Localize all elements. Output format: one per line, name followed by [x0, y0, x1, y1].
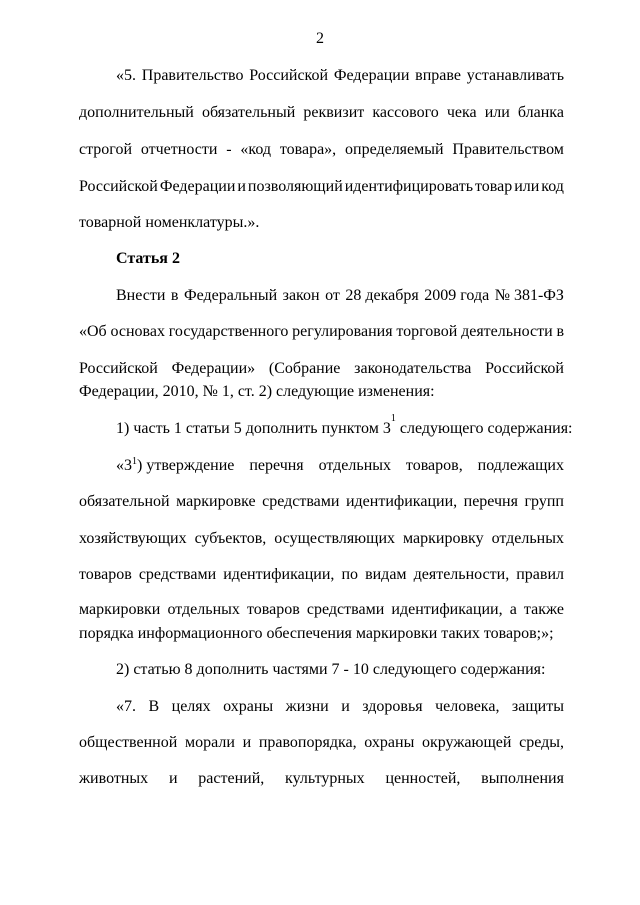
- word: Федеральный: [183, 287, 278, 304]
- text-line: [79, 140, 564, 160]
- article-heading: [116, 249, 564, 269]
- word: правопорядка,: [258, 734, 357, 751]
- word: товарной номенклатуры.».: [79, 214, 260, 231]
- text-line: [79, 492, 564, 512]
- word: Правительство: [141, 67, 244, 84]
- word: регулирования: [292, 323, 393, 340]
- word: ценностей,: [385, 770, 461, 787]
- word: целях: [171, 698, 211, 715]
- word: деятельности: [461, 323, 553, 340]
- word: позволяющий: [247, 178, 343, 195]
- word: человека,: [435, 698, 500, 715]
- word: животных: [79, 770, 149, 787]
- word: от: [325, 287, 340, 304]
- text-line: [79, 733, 564, 753]
- word: Российской: [79, 360, 158, 377]
- word: маркировку: [403, 530, 484, 547]
- text-line: [79, 565, 564, 585]
- word: В: [148, 698, 160, 715]
- word: идентификации,: [345, 493, 458, 510]
- word: правил: [516, 566, 564, 583]
- text-line: [116, 660, 564, 680]
- word: идентификации,: [391, 601, 503, 618]
- word: средствами: [138, 566, 217, 583]
- word: окружающей: [421, 734, 512, 751]
- word: товаров: [247, 601, 300, 618]
- word: морали: [184, 734, 235, 751]
- text-line: [79, 359, 564, 379]
- word: средствами: [306, 601, 385, 618]
- word: торговой: [396, 323, 458, 340]
- word: перечня: [249, 457, 304, 474]
- word: чека: [446, 104, 477, 121]
- word: отчетности: [140, 141, 218, 158]
- word: маркировке: [176, 493, 256, 510]
- text-line: [79, 600, 564, 620]
- word: устанавливать: [466, 67, 564, 84]
- text-line: [116, 456, 564, 476]
- word: по: [341, 566, 359, 583]
- word: «3: [116, 457, 132, 474]
- word: и: [341, 698, 350, 715]
- word: Федерации»: [171, 360, 256, 377]
- word: кассового: [372, 104, 439, 121]
- text-line: [79, 769, 564, 789]
- word: государственного: [168, 323, 289, 340]
- word: реквизит: [303, 104, 365, 121]
- text-line: [79, 103, 564, 123]
- word: определяемый: [345, 141, 444, 158]
- word: деятельности,: [413, 566, 510, 583]
- word: обязательный: [201, 104, 296, 121]
- word: а: [509, 601, 517, 618]
- word: «5.: [116, 67, 136, 84]
- word: осуществляющих: [274, 530, 396, 547]
- word: и: [168, 770, 178, 787]
- text-line: [79, 624, 564, 644]
- word: идентифицировать: [344, 178, 474, 195]
- word: идентификации,: [223, 566, 335, 583]
- word: 1) часть 1 статьи 5 дополнить пунктом 3: [116, 420, 391, 437]
- word: бланка: [517, 104, 564, 121]
- text-line: [116, 286, 564, 306]
- word: здоровья: [362, 698, 423, 715]
- word: отдельных: [167, 601, 240, 618]
- word: Федерации: [333, 67, 410, 84]
- word: или: [484, 104, 510, 121]
- text-line: [79, 382, 564, 402]
- word-group: [116, 456, 234, 476]
- word: Российской: [485, 360, 564, 377]
- word: среды,: [519, 734, 564, 751]
- superscript: 1: [390, 413, 396, 424]
- word: закон: [282, 287, 320, 304]
- word: -: [226, 141, 232, 158]
- word: средствами: [262, 493, 340, 510]
- word: выполнения: [481, 770, 564, 787]
- word: культурных: [285, 770, 365, 787]
- word: Российской: [249, 67, 329, 84]
- word: субъектов,: [194, 530, 267, 547]
- word: охраны: [223, 698, 274, 715]
- word: порядка информационного обеспечения маркировки таких товаров;»;: [79, 625, 554, 642]
- superscript: 1: [132, 456, 137, 467]
- word: «7.: [116, 698, 136, 715]
- text-line: [116, 413, 573, 439]
- text-line: [79, 529, 564, 549]
- word: в: [170, 287, 179, 304]
- word: товаров,: [405, 457, 463, 474]
- word: подлежащих: [477, 457, 564, 474]
- text-line: [79, 322, 564, 342]
- word: товара»,: [279, 141, 337, 158]
- word: защиты: [511, 698, 564, 715]
- word: товаров: [79, 566, 132, 583]
- word: Федерации: [159, 178, 236, 195]
- word: товар: [474, 178, 513, 195]
- word: «Об: [79, 323, 107, 340]
- word: или: [514, 178, 540, 195]
- word: видам: [365, 566, 407, 583]
- word: маркировки: [79, 601, 161, 618]
- word: обязательной: [79, 493, 170, 510]
- word: перечня: [463, 493, 518, 510]
- word: и: [242, 734, 252, 751]
- word: Внести: [116, 287, 166, 304]
- word: 28 декабря: [345, 287, 419, 304]
- word: (Собрание: [268, 360, 341, 377]
- word: и: [237, 178, 246, 195]
- word: Федерации, 2010, № 1, ст. 2) следующие изменения:: [79, 383, 435, 400]
- word: № 381-ФЗ: [494, 287, 564, 304]
- word: строгой: [79, 141, 133, 158]
- word: растений,: [198, 770, 265, 787]
- word: законодательства: [354, 360, 472, 377]
- word: жизни: [285, 698, 329, 715]
- word: основах: [110, 323, 165, 340]
- word: вправе: [415, 67, 461, 84]
- word: Правительством: [452, 141, 564, 158]
- page-number: 2: [316, 30, 324, 47]
- word: в: [556, 323, 564, 340]
- text-line: [79, 177, 564, 197]
- word: охраны: [364, 734, 415, 751]
- text-line: [116, 66, 564, 86]
- word: общественной: [79, 734, 178, 751]
- word: ) утверждение: [137, 457, 235, 474]
- word: 2009 года: [424, 287, 490, 304]
- word: дополнительный: [79, 104, 194, 121]
- text-line: [116, 697, 564, 717]
- word: отдельных: [491, 530, 564, 547]
- word: «код: [240, 141, 272, 158]
- word: Статья 2: [116, 250, 180, 267]
- word: 2) статью 8 дополнить частями 7 - 10 следующего содержания:: [116, 661, 546, 678]
- word: групп: [524, 493, 564, 510]
- word: хозяйствующих: [79, 530, 187, 547]
- word: следующего содержания:: [395, 420, 573, 437]
- text-line: [79, 213, 564, 233]
- word: код: [541, 178, 564, 195]
- word: также: [523, 601, 564, 618]
- word: отдельных: [318, 457, 391, 474]
- word: Российской: [79, 178, 158, 195]
